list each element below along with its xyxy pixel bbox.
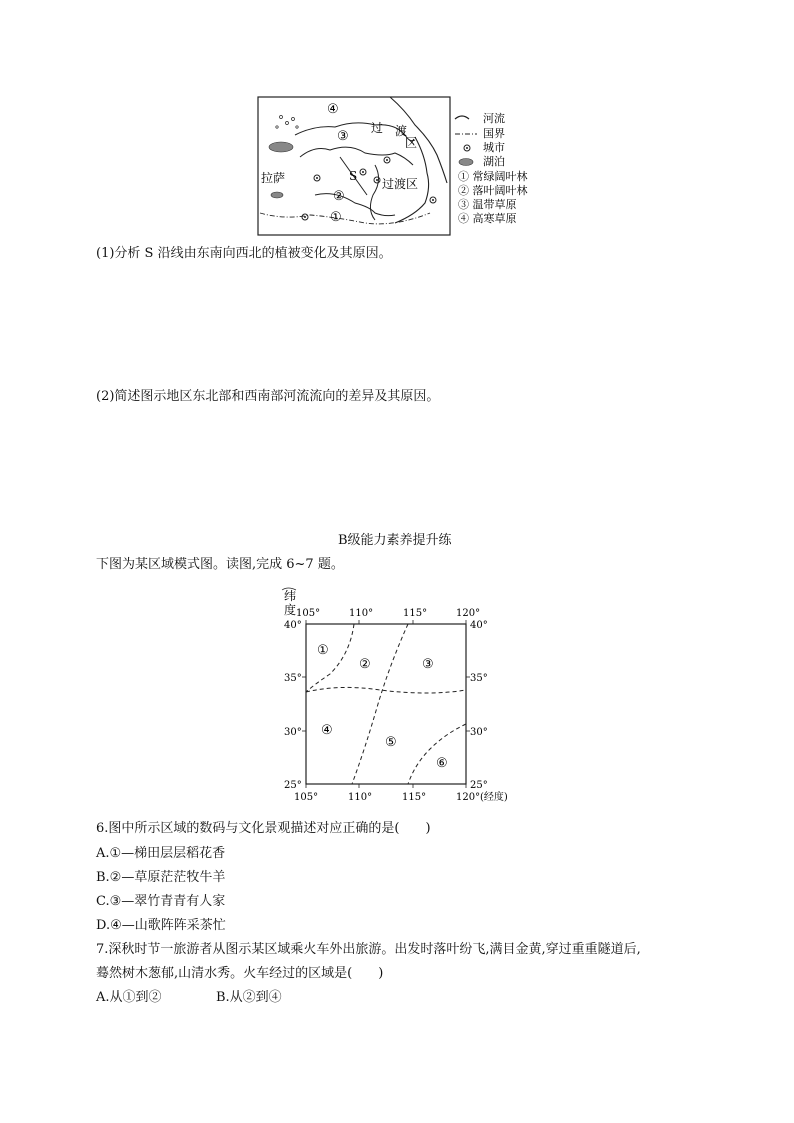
river-line — [390, 97, 447, 183]
top-tick: 115° — [403, 608, 428, 619]
right-tick: 30° — [470, 727, 488, 738]
city-marker — [360, 169, 366, 175]
section-title: B级能力素养提升练 — [338, 533, 452, 548]
river-legend-icon — [455, 116, 469, 119]
region-3-label: ③ — [422, 657, 434, 672]
lhasa-label: 拉萨 — [261, 171, 286, 185]
x-axis-label: (经度) — [480, 792, 508, 803]
transition-label-c: 区 — [405, 136, 418, 150]
vegetation-map — [255, 95, 555, 240]
region-4-label: ④ — [321, 723, 333, 738]
y-axis-label-1: 纬 — [284, 589, 297, 603]
question-1: (1)分析 S 沿线由东南向西北的植被变化及其原因。 — [96, 246, 392, 261]
legend-item-1: ① 常绿阔叶林 — [458, 170, 528, 183]
question-7-stem-line-2: 蓦然树木葱郁,山清水秀。火车经过的区域是( ) — [96, 966, 384, 981]
legend-item-3: ③ 温带草原 — [458, 198, 517, 211]
y-axis-label-2: 度 — [284, 603, 297, 617]
question-2: (2)简述图示地区东北部和西南部河流流向的差异及其原因。 — [96, 389, 440, 404]
right-tick: 35° — [470, 673, 488, 684]
boundary-line — [306, 687, 466, 693]
top-tick: 110° — [349, 608, 374, 619]
question-7-stem-line-1: 7.深秋时节一旅游者从图示某区域乘火车外出旅游。出发时落叶纷飞,满目金黄,穿过重重隧道后, — [96, 942, 641, 957]
question-6-stem: 6.图中所示区域的数码与文化景观描述对应正确的是( ) — [96, 821, 431, 836]
city-legend-icon — [464, 145, 470, 151]
region-5-label: ⑤ — [385, 735, 397, 750]
region-model-map — [270, 584, 530, 806]
question-7-option-a[interactable]: A.从①到② — [96, 990, 162, 1005]
bottom-tick: 120° — [456, 792, 481, 803]
region-6-label: ⑥ — [436, 756, 448, 771]
question-6-option-b[interactable]: B.②—草原茫茫牧牛羊 — [96, 870, 226, 885]
bottom-tick: 110° — [348, 792, 373, 803]
city-marker — [430, 197, 436, 203]
boundary-line — [306, 624, 354, 692]
s-label: S — [349, 169, 358, 183]
zone-3-label: ③ — [337, 129, 349, 144]
left-tick: 35° — [284, 673, 302, 684]
lake-shape — [271, 192, 283, 198]
question-6-option-a[interactable]: A.①—梯田层层稻花香 — [96, 846, 226, 861]
boundary-line — [352, 624, 408, 784]
city-marker — [302, 214, 308, 220]
left-tick: 25° — [284, 780, 302, 791]
city-marker — [384, 157, 390, 163]
legend-lake: 湖泊 — [483, 155, 505, 168]
city-marker — [314, 175, 320, 181]
region-1-label: ① — [317, 643, 329, 658]
question-6-option-c[interactable]: C.③—翠竹青青有人家 — [96, 894, 226, 909]
question-7-option-b[interactable]: B.从②到④ — [216, 990, 282, 1005]
left-tick: 40° — [284, 620, 302, 631]
city-marker — [374, 177, 380, 183]
legend-item-2: ② 落叶阔叶林 — [458, 184, 528, 197]
zone-2-label: ② — [333, 189, 345, 204]
legend-item-4: ④ 高寒草原 — [458, 212, 517, 225]
zone-4-label: ④ — [327, 102, 339, 117]
legend-river: 河流 — [483, 112, 505, 125]
transition-label-mid: 过渡区 — [382, 177, 419, 191]
right-tick: 25° — [470, 780, 488, 791]
transition-label-a: 过 — [371, 121, 384, 135]
boundary-line — [408, 724, 466, 784]
question-6-option-d[interactable]: D.④—山歌阵阵采茶忙 — [96, 918, 226, 933]
intro-text: 下图为某区域模式图。读图,完成 6~7 题。 — [96, 557, 344, 572]
left-tick: 30° — [284, 727, 302, 738]
bottom-tick: 105° — [294, 792, 319, 803]
region-2-label: ② — [359, 657, 371, 672]
top-tick: 105° — [296, 608, 321, 619]
lake-shape — [269, 142, 293, 152]
top-tick: 120° — [456, 608, 481, 619]
legend-city: 城市 — [483, 141, 505, 154]
lake-legend-icon — [459, 159, 473, 166]
legend-border: 国界 — [483, 127, 505, 140]
transition-label-b: 渡 — [395, 124, 408, 138]
right-tick: 40° — [470, 620, 488, 631]
bottom-tick: 115° — [402, 792, 427, 803]
zone-1-label: ① — [330, 210, 342, 225]
